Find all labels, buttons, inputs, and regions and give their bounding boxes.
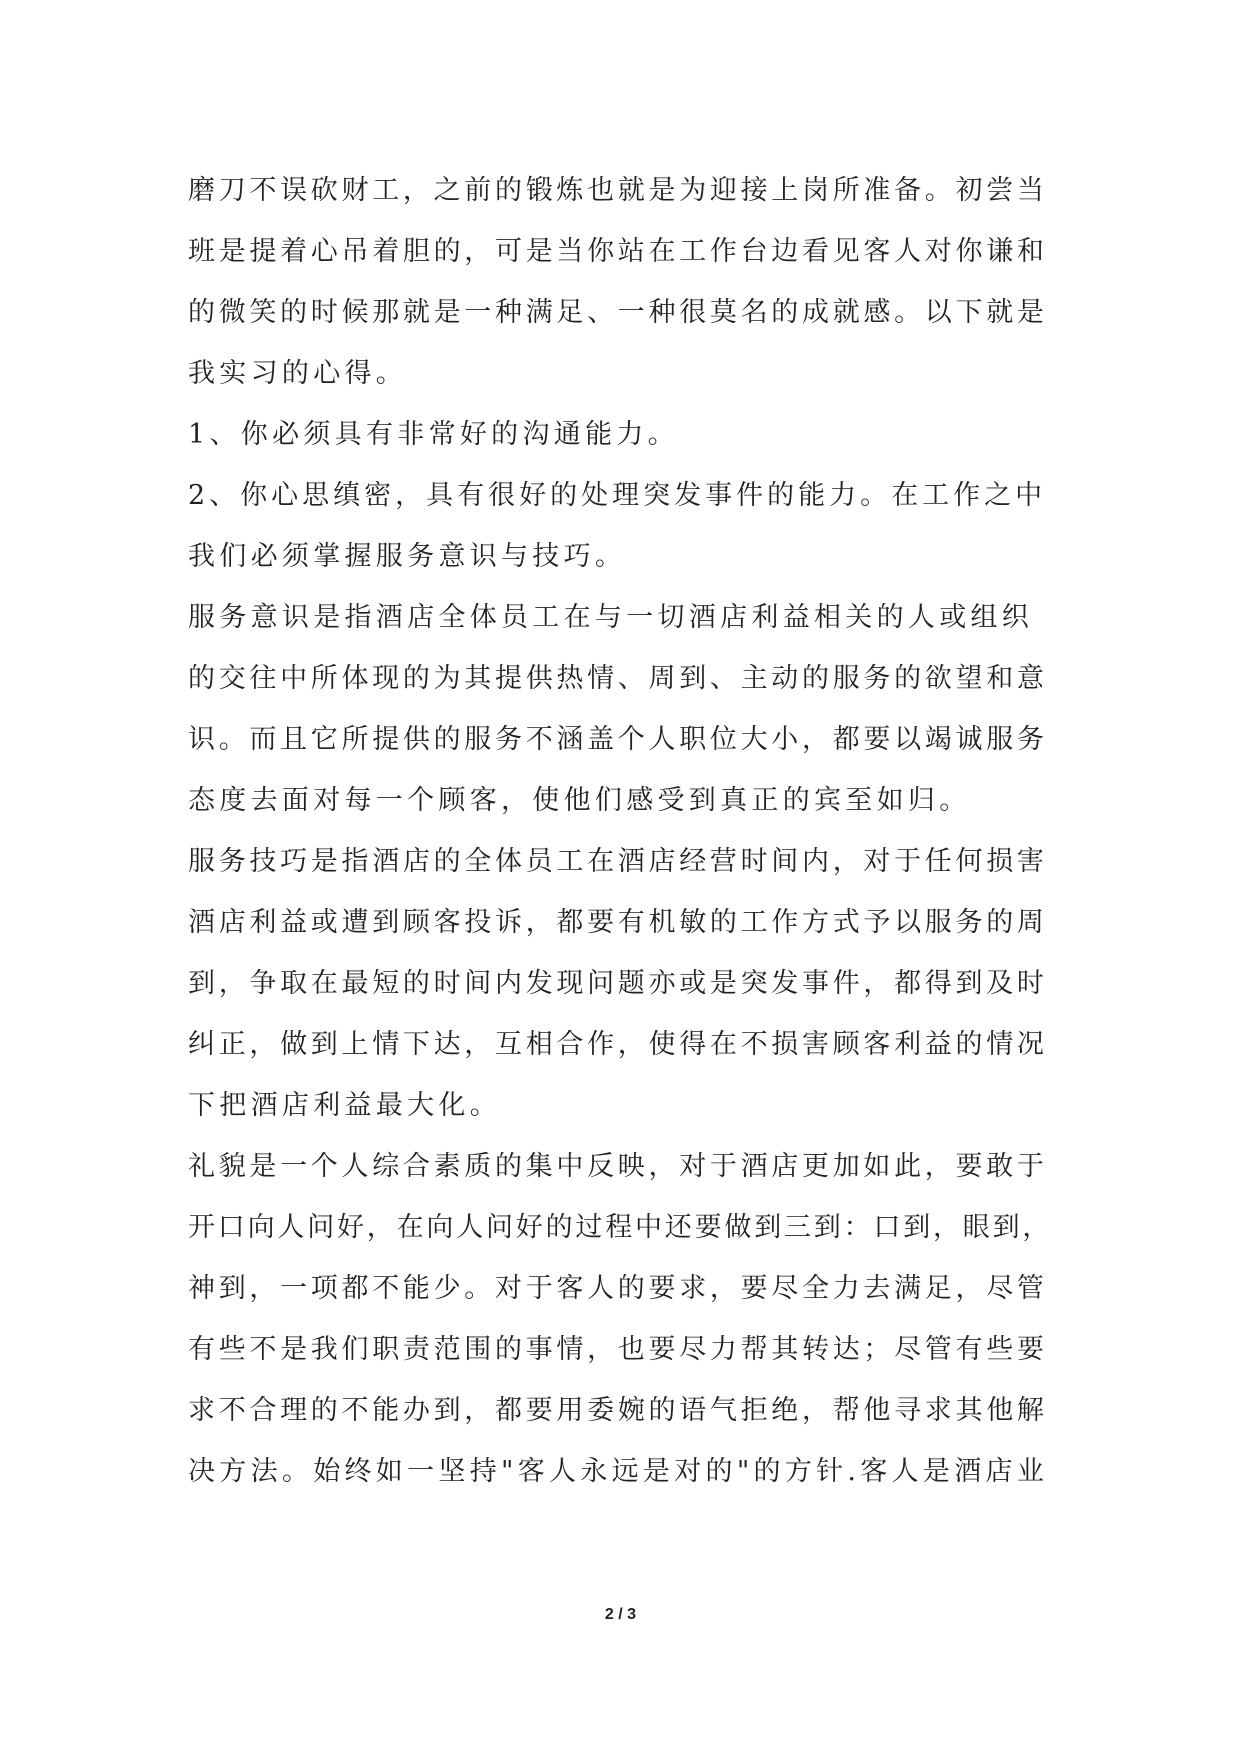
text-line: 开口向人问好，在向人问好的过程中还要做到三到：口到，眼到， [188,1212,1053,1243]
text-line: 到，争取在最短的时间内发现问题亦或是突发事件，都得到及时 [188,968,1048,999]
text-line: 班是提着心吊着胆的，可是当你站在工作台边看见客人对你谦和 [188,236,1048,267]
text-line: 有些不是我们职责范围的事情，也要尽力帮其转达；尽管有些要 [188,1334,1048,1365]
text-line: 服务意识是指酒店全体员工在与一切酒店利益相关的人或组织 [188,602,1034,633]
text-line: 2、你心思缜密，具有很好的处理突发事件的能力。在工作之中 [188,480,1047,511]
text-line: 决方法。始终如一坚持"客人永远是对的"的方针.客人是酒店业 [188,1456,1049,1487]
text-line: 礼貌是一个人综合素质的集中反映，对于酒店更加如此，要敢于 [188,1151,1048,1182]
text-line: 我们必须掌握服务意识与技巧。 [188,541,627,572]
text-line: 态度去面对每一个顾客，使他们感受到真正的宾至如归。 [188,785,971,816]
page-number: 2 / 3 [604,1606,637,1623]
text-line: 的微笑的时候那就是一种满足、一种很莫名的成就感。以下就是 [188,297,1048,328]
text-line: 神到，一项都不能少。对于客人的要求，要尽全力去满足，尽管 [188,1273,1048,1304]
text-line: 纠正，做到上情下达，互相合作，使得在不损害顾客利益的情况 [188,1029,1048,1060]
text-line: 服务技巧是指酒店的全体员工在酒店经营时间内，对于任何损害 [188,846,1048,877]
text-line: 的交往中所体现的为其提供热情、周到、主动的服务的欲望和意 [188,663,1048,694]
text-line: 识。而且它所提供的服务不涵盖个人职位大小，都要以竭诚服务 [188,724,1048,755]
text-line: 求不合理的不能办到，都要用委婉的语气拒绝，帮他寻求其他解 [188,1395,1048,1426]
text-line: 磨刀不误砍财工，之前的锻炼也就是为迎接上岗所准备。初尝当 [188,175,1048,206]
text-line: 酒店利益或遭到顾客投诉，都要有机敏的工作方式予以服务的周 [188,907,1048,938]
text-line: 1、你必须具有非常好的沟通能力。 [188,419,679,450]
body-text [188,160,1054,1502]
text-line: 我实习的心得。 [188,358,408,389]
text-line: 下把酒店利益最大化。 [188,1090,501,1121]
